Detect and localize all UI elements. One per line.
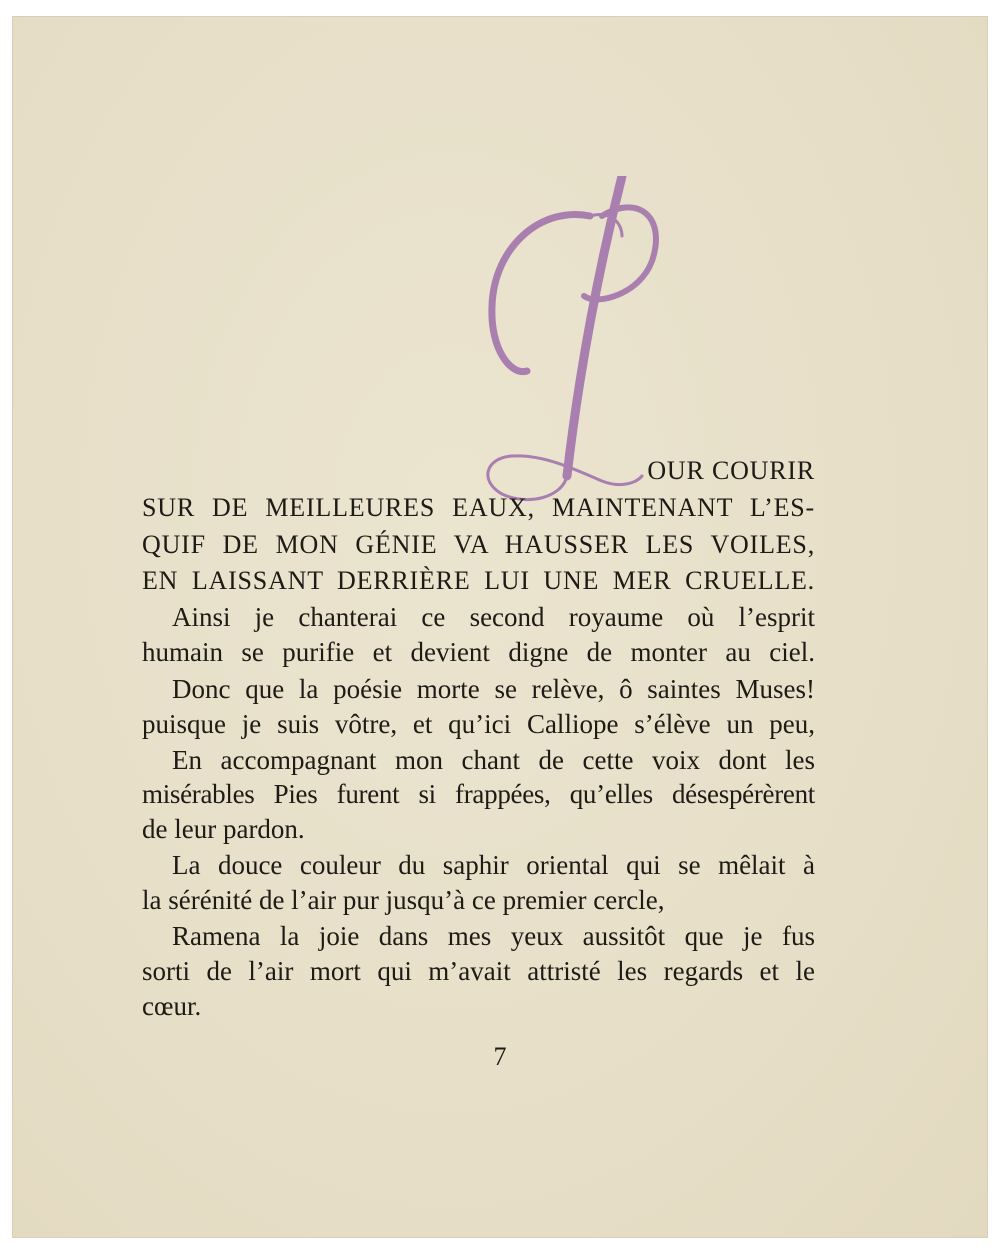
verse-line-11: sorti de l’air mort qui m’avait attristé les regards et le [142, 956, 815, 986]
verse-line-9: la sérénité de l’air pur jusqu’à ce premier cercle, [142, 885, 665, 915]
caps-line-3: QUIF DE MON GÉNIE VA HAUSSER LES VOILES, [142, 530, 815, 559]
caps-line-2: SUR DE MEILLEURES EAUX, MAINTENANT L’ES- [142, 493, 815, 522]
verse-line-7: de leur pardon. [142, 814, 305, 844]
verse-line-4: puisque je suis vôtre, et qu’ici Calliope s’élève un peu, [142, 709, 815, 739]
verse-line-2: humain se purifie et devient digne de monter au ciel. [142, 637, 815, 667]
verse-line-8: La douce couleur du saphir oriental qui se mêlait à [172, 850, 815, 880]
verse-line-5: En accompagnant mon chant de cette voix dont les [172, 745, 815, 775]
caps-line-1: OUR COURIR [647, 456, 815, 485]
verse-line-12: cœur. [142, 991, 202, 1021]
caps-line-4: EN LAISSANT DERRIÈRE LUI UNE MER CRUELLE. [142, 566, 815, 595]
verse-line-1: Ainsi je chanterai ce second royaume où l’esprit [172, 602, 815, 632]
page-number: 7 [493, 1042, 507, 1071]
book-page [12, 16, 988, 1238]
verse-line-6: misérables Pies furent si frappées, qu’elles désespérèrent [142, 779, 815, 809]
verse-line-10: Ramena la joie dans mes yeux aussitôt que je fus [172, 921, 815, 951]
verse-line-3: Donc que la poésie morte se relève, ô saintes Muses! [172, 674, 815, 704]
